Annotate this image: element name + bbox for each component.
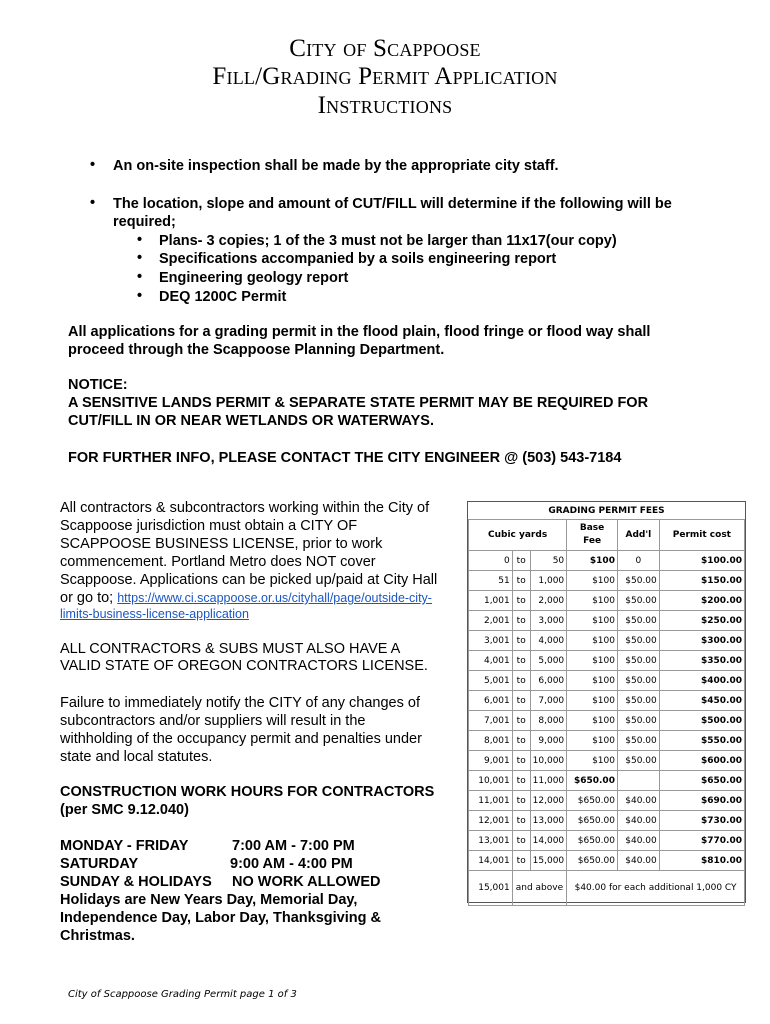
- cell-base-fee: $100: [567, 651, 618, 671]
- cell-base-fee: $100: [567, 751, 618, 771]
- cell-from: 11,001: [469, 791, 513, 811]
- cell-upto: 8,000: [530, 711, 567, 731]
- bullet-icon: •: [137, 250, 143, 266]
- cell-permit-cost: $100.00: [659, 551, 744, 571]
- cell-permit-cost: $400.00: [659, 671, 744, 691]
- license-line2: Scappoose jurisdiction must obtain a CITY OF: [60, 518, 358, 534]
- cell-to: to: [512, 831, 530, 851]
- cell-upto: 15,000: [530, 851, 567, 871]
- header-cubic-yards: Cubic yards: [469, 520, 567, 551]
- cell-permit-cost: $550.00: [659, 731, 744, 751]
- cell-addl: 0: [617, 551, 659, 571]
- cell-from: 12,001: [469, 811, 513, 831]
- bullet-icon: •: [90, 195, 96, 211]
- cell-addl: $50.00: [617, 711, 659, 731]
- sub-bullet-deq: DEQ 1200C Permit: [159, 289, 287, 305]
- flood-text-line1: All applications for a grading permit in the flood plain, flood fringe or flood way shall: [68, 324, 651, 340]
- table-row: [469, 651, 745, 671]
- bullet-icon: •: [137, 269, 143, 285]
- sub-bullet-plans: Plans- 3 copies; 1 of the 3 must not be larger than 11x17(our copy): [159, 233, 617, 249]
- license-link-line2[interactable]: [60, 605, 249, 623]
- cell-base-fee: $100: [567, 631, 618, 651]
- hours-heading2: (per SMC 9.12.040): [60, 802, 189, 818]
- sub-bullet-specs: Specifications accompanied by a soils engineering report: [159, 251, 557, 267]
- cell-base-fee: $100: [567, 571, 618, 591]
- cell-addl: $50.00: [617, 571, 659, 591]
- cell-to: to: [512, 711, 530, 731]
- holidays-line1: Holidays are New Years Day, Memorial Day,: [60, 892, 358, 908]
- cell-from: 13,001: [469, 831, 513, 851]
- cell-permit-cost: $500.00: [659, 711, 744, 731]
- sub-bullet-geology: Engineering geology report: [159, 270, 349, 286]
- bullet-cutfill-line2: required;: [113, 214, 176, 230]
- hours-heading1: CONSTRUCTION WORK HOURS FOR CONTRACTORS: [60, 784, 435, 800]
- failure-line1: Failure to immediately notify the CITY of any changes of: [60, 695, 420, 711]
- cell-permit-cost: $690.00: [659, 791, 744, 811]
- holidays-line3: Christmas.: [60, 928, 135, 944]
- cell-from: 6,001: [469, 691, 513, 711]
- cell-upto: 7,000: [530, 691, 567, 711]
- table-row: [469, 571, 745, 591]
- cell-upto: 2,000: [530, 591, 567, 611]
- cell-base-fee: $100: [567, 551, 618, 571]
- cell-from: 51: [469, 571, 513, 591]
- cell-to: to: [512, 631, 530, 651]
- cell-from: 4,001: [469, 651, 513, 671]
- hours-row-sunday-time: NO WORK ALLOWED: [232, 874, 381, 890]
- contact-line: FOR FURTHER INFO, PLEASE CONTACT THE CITY ENGINEER @ (503) 543-7184: [68, 450, 622, 466]
- cell-from: 15,001: [469, 871, 513, 906]
- cell-base-fee: $650.00: [567, 791, 618, 811]
- header-addl: Add'l: [617, 520, 659, 551]
- fees-table: [468, 502, 745, 906]
- cell-to: to: [512, 571, 530, 591]
- fees-title-row: [469, 502, 745, 520]
- bullet-inspection: An on-site inspection shall be made by the appropriate city staff.: [113, 158, 559, 174]
- failure-line2: subcontractors and/or suppliers will result in the: [60, 713, 366, 729]
- cell-from: 14,001: [469, 851, 513, 871]
- license-line5: Scappoose. Applications can be picked up/paid at City Hall: [60, 572, 438, 588]
- table-row: [469, 831, 745, 851]
- cell-permit-cost: $200.00: [659, 591, 744, 611]
- cell-base-fee: $100: [567, 611, 618, 631]
- cell-base-fee: $100: [567, 731, 618, 751]
- cell-upto: 9,000: [530, 731, 567, 751]
- cell-addl: $50.00: [617, 651, 659, 671]
- cell-range: and above: [512, 871, 566, 906]
- cell-permit-cost: $650.00: [659, 771, 744, 791]
- cell-from: 5,001: [469, 671, 513, 691]
- page-title-line2: Fill/Grading Permit Application: [212, 63, 558, 90]
- business-license-link-cont[interactable]: limits-business-license-application: [60, 607, 249, 621]
- table-row: [469, 691, 745, 711]
- cell-base-fee: $650.00: [567, 771, 618, 791]
- cell-from: 1,001: [469, 591, 513, 611]
- table-row: [469, 851, 745, 871]
- cell-permit-cost: $600.00: [659, 751, 744, 771]
- table-row-last: [469, 871, 745, 906]
- notice-heading: NOTICE:: [68, 377, 128, 393]
- cell-upto: 3,000: [530, 611, 567, 631]
- cell-upto: 13,000: [530, 811, 567, 831]
- cell-to: to: [512, 811, 530, 831]
- cell-permit-cost: $350.00: [659, 651, 744, 671]
- table-row: [469, 791, 745, 811]
- failure-line4: state and local statutes.: [60, 749, 213, 765]
- cell-base-fee: $100: [567, 711, 618, 731]
- license-line4: commencement. Portland Metro does NOT cover: [60, 554, 376, 570]
- table-row: [469, 631, 745, 651]
- cell-from: 2,001: [469, 611, 513, 631]
- cell-from: 10,001: [469, 771, 513, 791]
- cell-upto: 14,000: [530, 831, 567, 851]
- cell-addl: $40.00: [617, 811, 659, 831]
- cell-permit-cost: $450.00: [659, 691, 744, 711]
- cell-from: 3,001: [469, 631, 513, 651]
- cell-base-fee: $100: [567, 671, 618, 691]
- cell-to: to: [512, 851, 530, 871]
- table-row: [469, 711, 745, 731]
- cell-addl: $40.00: [617, 791, 659, 811]
- bullet-icon: •: [90, 157, 96, 173]
- hours-row-saturday-day: SATURDAY: [60, 856, 139, 872]
- cell-permit-cost: $730.00: [659, 811, 744, 831]
- cell-upto: 4,000: [530, 631, 567, 651]
- header-base-fee-text: Base Fee: [579, 523, 605, 546]
- cell-to: to: [512, 591, 530, 611]
- table-row: [469, 751, 745, 771]
- cell-addl: $50.00: [617, 731, 659, 751]
- cell-additional-note: $40.00 for each additional 1,000 CY: [567, 871, 745, 906]
- cell-to: to: [512, 691, 530, 711]
- fees-header-row: [469, 520, 745, 551]
- cell-permit-cost: $150.00: [659, 571, 744, 591]
- flood-text-line2: proceed through the Scappoose Planning Department.: [68, 342, 445, 358]
- cell-from: 9,001: [469, 751, 513, 771]
- cell-upto: 11,000: [530, 771, 567, 791]
- hours-row-weekday-day: MONDAY - FRIDAY: [60, 838, 189, 854]
- cell-from: 7,001: [469, 711, 513, 731]
- cell-permit-cost: $300.00: [659, 631, 744, 651]
- table-row: [469, 771, 745, 791]
- table-row: [469, 731, 745, 751]
- state-license-line1: ALL CONTRACTORS & SUBS MUST ALSO HAVE A: [60, 641, 401, 657]
- cell-upto: 50: [530, 551, 567, 571]
- cell-to: to: [512, 611, 530, 631]
- cell-permit-cost: $810.00: [659, 851, 744, 871]
- cell-base-fee: $650.00: [567, 831, 618, 851]
- bullet-cutfill-line1: The location, slope and amount of CUT/FILL will determine if the following will be: [113, 196, 672, 212]
- cell-to: to: [512, 771, 530, 791]
- state-license-line2: VALID STATE OF OREGON CONTRACTORS LICENSE.: [60, 658, 428, 674]
- cell-upto: 12,000: [530, 791, 567, 811]
- cell-permit-cost: $770.00: [659, 831, 744, 851]
- cell-to: to: [512, 751, 530, 771]
- cell-addl: $40.00: [617, 831, 659, 851]
- cell-from: 8,001: [469, 731, 513, 751]
- hours-row-saturday-time: 9:00 AM - 4:00 PM: [230, 856, 353, 872]
- cell-permit-cost: $250.00: [659, 611, 744, 631]
- cell-upto: 5,000: [530, 651, 567, 671]
- notice-line2: CUT/FILL IN OR NEAR WETLANDS OR WATERWAYS.: [68, 413, 434, 429]
- cell-base-fee: $100: [567, 691, 618, 711]
- notice-line1: A SENSITIVE LANDS PERMIT & SEPARATE STATE PERMIT MAY BE REQUIRED FOR: [68, 395, 649, 411]
- table-row: [469, 591, 745, 611]
- business-license-link[interactable]: https://www.ci.scappoose.or.us/cityhall/page/outside-city-: [117, 591, 432, 605]
- cell-to: to: [512, 731, 530, 751]
- fees-title: GRADING PERMIT FEES: [469, 502, 745, 520]
- cell-upto: 1,000: [530, 571, 567, 591]
- license-line1: All contractors & subcontractors working within the City of: [60, 500, 430, 516]
- license-line6-prefix: or go to;: [60, 590, 118, 606]
- grading-permit-fees-table: [467, 501, 746, 903]
- hours-row-weekday-time: 7:00 AM - 7:00 PM: [232, 838, 355, 854]
- cell-to: to: [512, 791, 530, 811]
- cell-addl: $40.00: [617, 851, 659, 871]
- cell-addl: $50.00: [617, 611, 659, 631]
- cell-addl: $50.00: [617, 631, 659, 651]
- table-row: [469, 671, 745, 691]
- holidays-line2: Independence Day, Labor Day, Thanksgiving &: [60, 910, 381, 926]
- header-base-fee: [567, 520, 618, 551]
- table-row: [469, 811, 745, 831]
- failure-line3: withholding of the occupancy permit and penalties under: [60, 731, 422, 747]
- cell-addl: $50.00: [617, 671, 659, 691]
- cell-upto: 6,000: [530, 671, 567, 691]
- page-title: City of Scappoose: [289, 35, 481, 62]
- cell-addl: $50.00: [617, 691, 659, 711]
- hours-row-sunday-day: SUNDAY & HOLIDAYS: [60, 874, 212, 890]
- bullet-icon: •: [137, 288, 143, 304]
- table-row: [469, 611, 745, 631]
- table-row: [469, 551, 745, 571]
- license-line3: SCAPPOOSE BUSINESS LICENSE, prior to work: [60, 536, 383, 552]
- page-footer: City of Scappoose Grading Permit page 1 of 3: [68, 989, 297, 1000]
- cell-addl: [617, 771, 659, 791]
- bullet-icon: •: [137, 232, 143, 248]
- cell-to: to: [512, 551, 530, 571]
- header-permit-cost: Permit cost: [659, 520, 744, 551]
- cell-to: to: [512, 651, 530, 671]
- cell-base-fee: $100: [567, 591, 618, 611]
- cell-base-fee: $650.00: [567, 811, 618, 831]
- cell-from: 0: [469, 551, 513, 571]
- cell-base-fee: $650.00: [567, 851, 618, 871]
- cell-addl: $50.00: [617, 751, 659, 771]
- cell-to: to: [512, 671, 530, 691]
- cell-upto: 10,000: [530, 751, 567, 771]
- cell-addl: $50.00: [617, 591, 659, 611]
- page-title-line3: Instructions: [317, 92, 453, 119]
